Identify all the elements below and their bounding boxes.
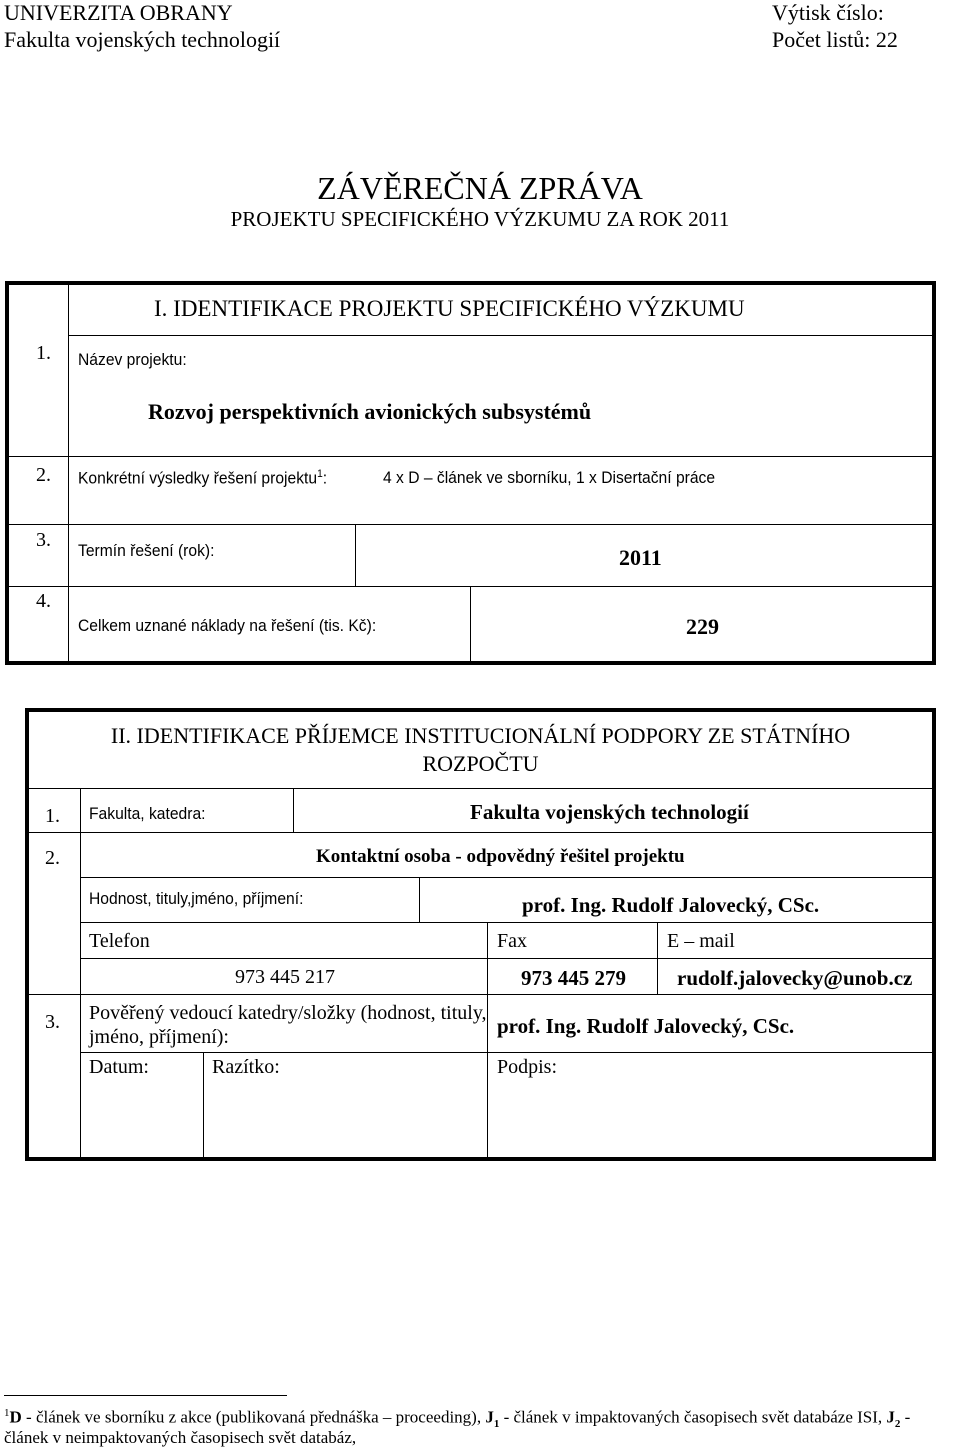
copy-number-label: Výtisk číslo: [772,0,884,25]
project-name-label: Název projektu: [78,350,187,369]
authorized-head-value: prof. Ing. Rudolf Jalovecký, CSc. [497,1014,795,1038]
sheet-count: Počet listů: 22 [772,27,898,52]
section-2-heading-line1: II. IDENTIFIKACE PŘÍJEMCE INSTITUCIONÁLNÍ PODPORY ZE STÁTNÍHO [110,723,851,748]
stamp-label: Razítko: [212,1056,280,1078]
fn-t1: - článek ve sborníku z akce (publikovaná přednáška – proceeding), [21,1407,486,1427]
email-value: rudolf.jalovecky@unob.cz [677,966,913,990]
footnote-ref: 1 [317,468,323,480]
fn-t2: - článek v impaktovaných časopisech svět databáze ISI, [499,1407,887,1427]
fax-label: Fax [497,930,527,952]
phone-value: 973 445 217 [235,966,335,988]
project-name-value: Rozvoj perspektivních avionických subsystémů [148,399,592,424]
faculty-name: Fakulta vojenských technologií [4,27,281,52]
faculty-label: Fakulta, katedra: [89,804,206,823]
report-subtitle: PROJEKTU SPECIFICKÉHO VÝZKUMU ZA ROK 2011 [230,207,730,231]
fax-value: 973 445 279 [521,966,626,990]
section-2-heading-line2: ROZPOČTU [422,751,539,776]
row-1-number: 1. [36,342,51,364]
row-2-number: 2. [36,464,51,486]
s2-row-3-number: 3. [45,1011,60,1033]
fn-j2: J [886,1407,895,1427]
results-value: 4 x D – článek ve sborníku, 1 x Disertační práce [383,468,716,487]
results-label [78,468,327,489]
fn-j1: J [485,1407,494,1427]
row-4-number: 4. [36,590,51,612]
s2-row-1-number: 1. [45,805,60,827]
section-1-heading: I. IDENTIFIKACE PROJEKTU SPECIFICKÉHO VÝZKUMU [154,296,745,321]
solution-term-label: Termín řešení (rok): [78,541,215,560]
s2-row-2-number: 2. [45,847,60,869]
rank-value: prof. Ing. Rudolf Jalovecký, CSc. [522,893,820,917]
contact-person-title: Kontaktní osoba - odpovědný řešitel projektu [316,846,685,867]
university-name: UNIVERZITA OBRANY [4,0,233,25]
phone-label: Telefon [89,930,150,952]
row-3-number: 3. [36,529,51,551]
authorized-head-label-1: Pověřený vedoucí katedry/složky (hodnost, tituly, [89,1002,487,1024]
fn-j1-sub: 1 [493,1418,500,1431]
date-label: Datum: [89,1056,149,1078]
footnote-marker: 1 [4,1407,10,1419]
authorized-head-label-2: jméno, příjmení): [89,1026,229,1048]
results-label-text: Konkrétní výsledky řešení projektu [78,468,318,488]
report-title: ZÁVĚREČNÁ ZPRÁVA [317,170,643,206]
footnote-line-1 [4,1407,910,1430]
solution-term-value: 2011 [619,545,662,570]
fn-d: D [9,1407,22,1427]
fn-j2-sub: 2 [894,1418,901,1431]
signature-label: Podpis: [497,1056,558,1078]
costs-label: Celkem uznané náklady na řešení (tis. Kč): [78,616,377,635]
results-label-colon: : [322,468,328,488]
footnote-line-2: článek v neimpaktovaných časopisech svět databáz, [4,1428,357,1447]
email-label: E – mail [667,930,735,952]
fn-t3: - [900,1407,911,1427]
costs-value: 229 [686,614,719,639]
faculty-value: Fakulta vojenských technologií [470,800,749,824]
footnote-separator [4,1395,287,1396]
rank-label: Hodnost, tituly,jméno, příjmení: [89,889,304,908]
